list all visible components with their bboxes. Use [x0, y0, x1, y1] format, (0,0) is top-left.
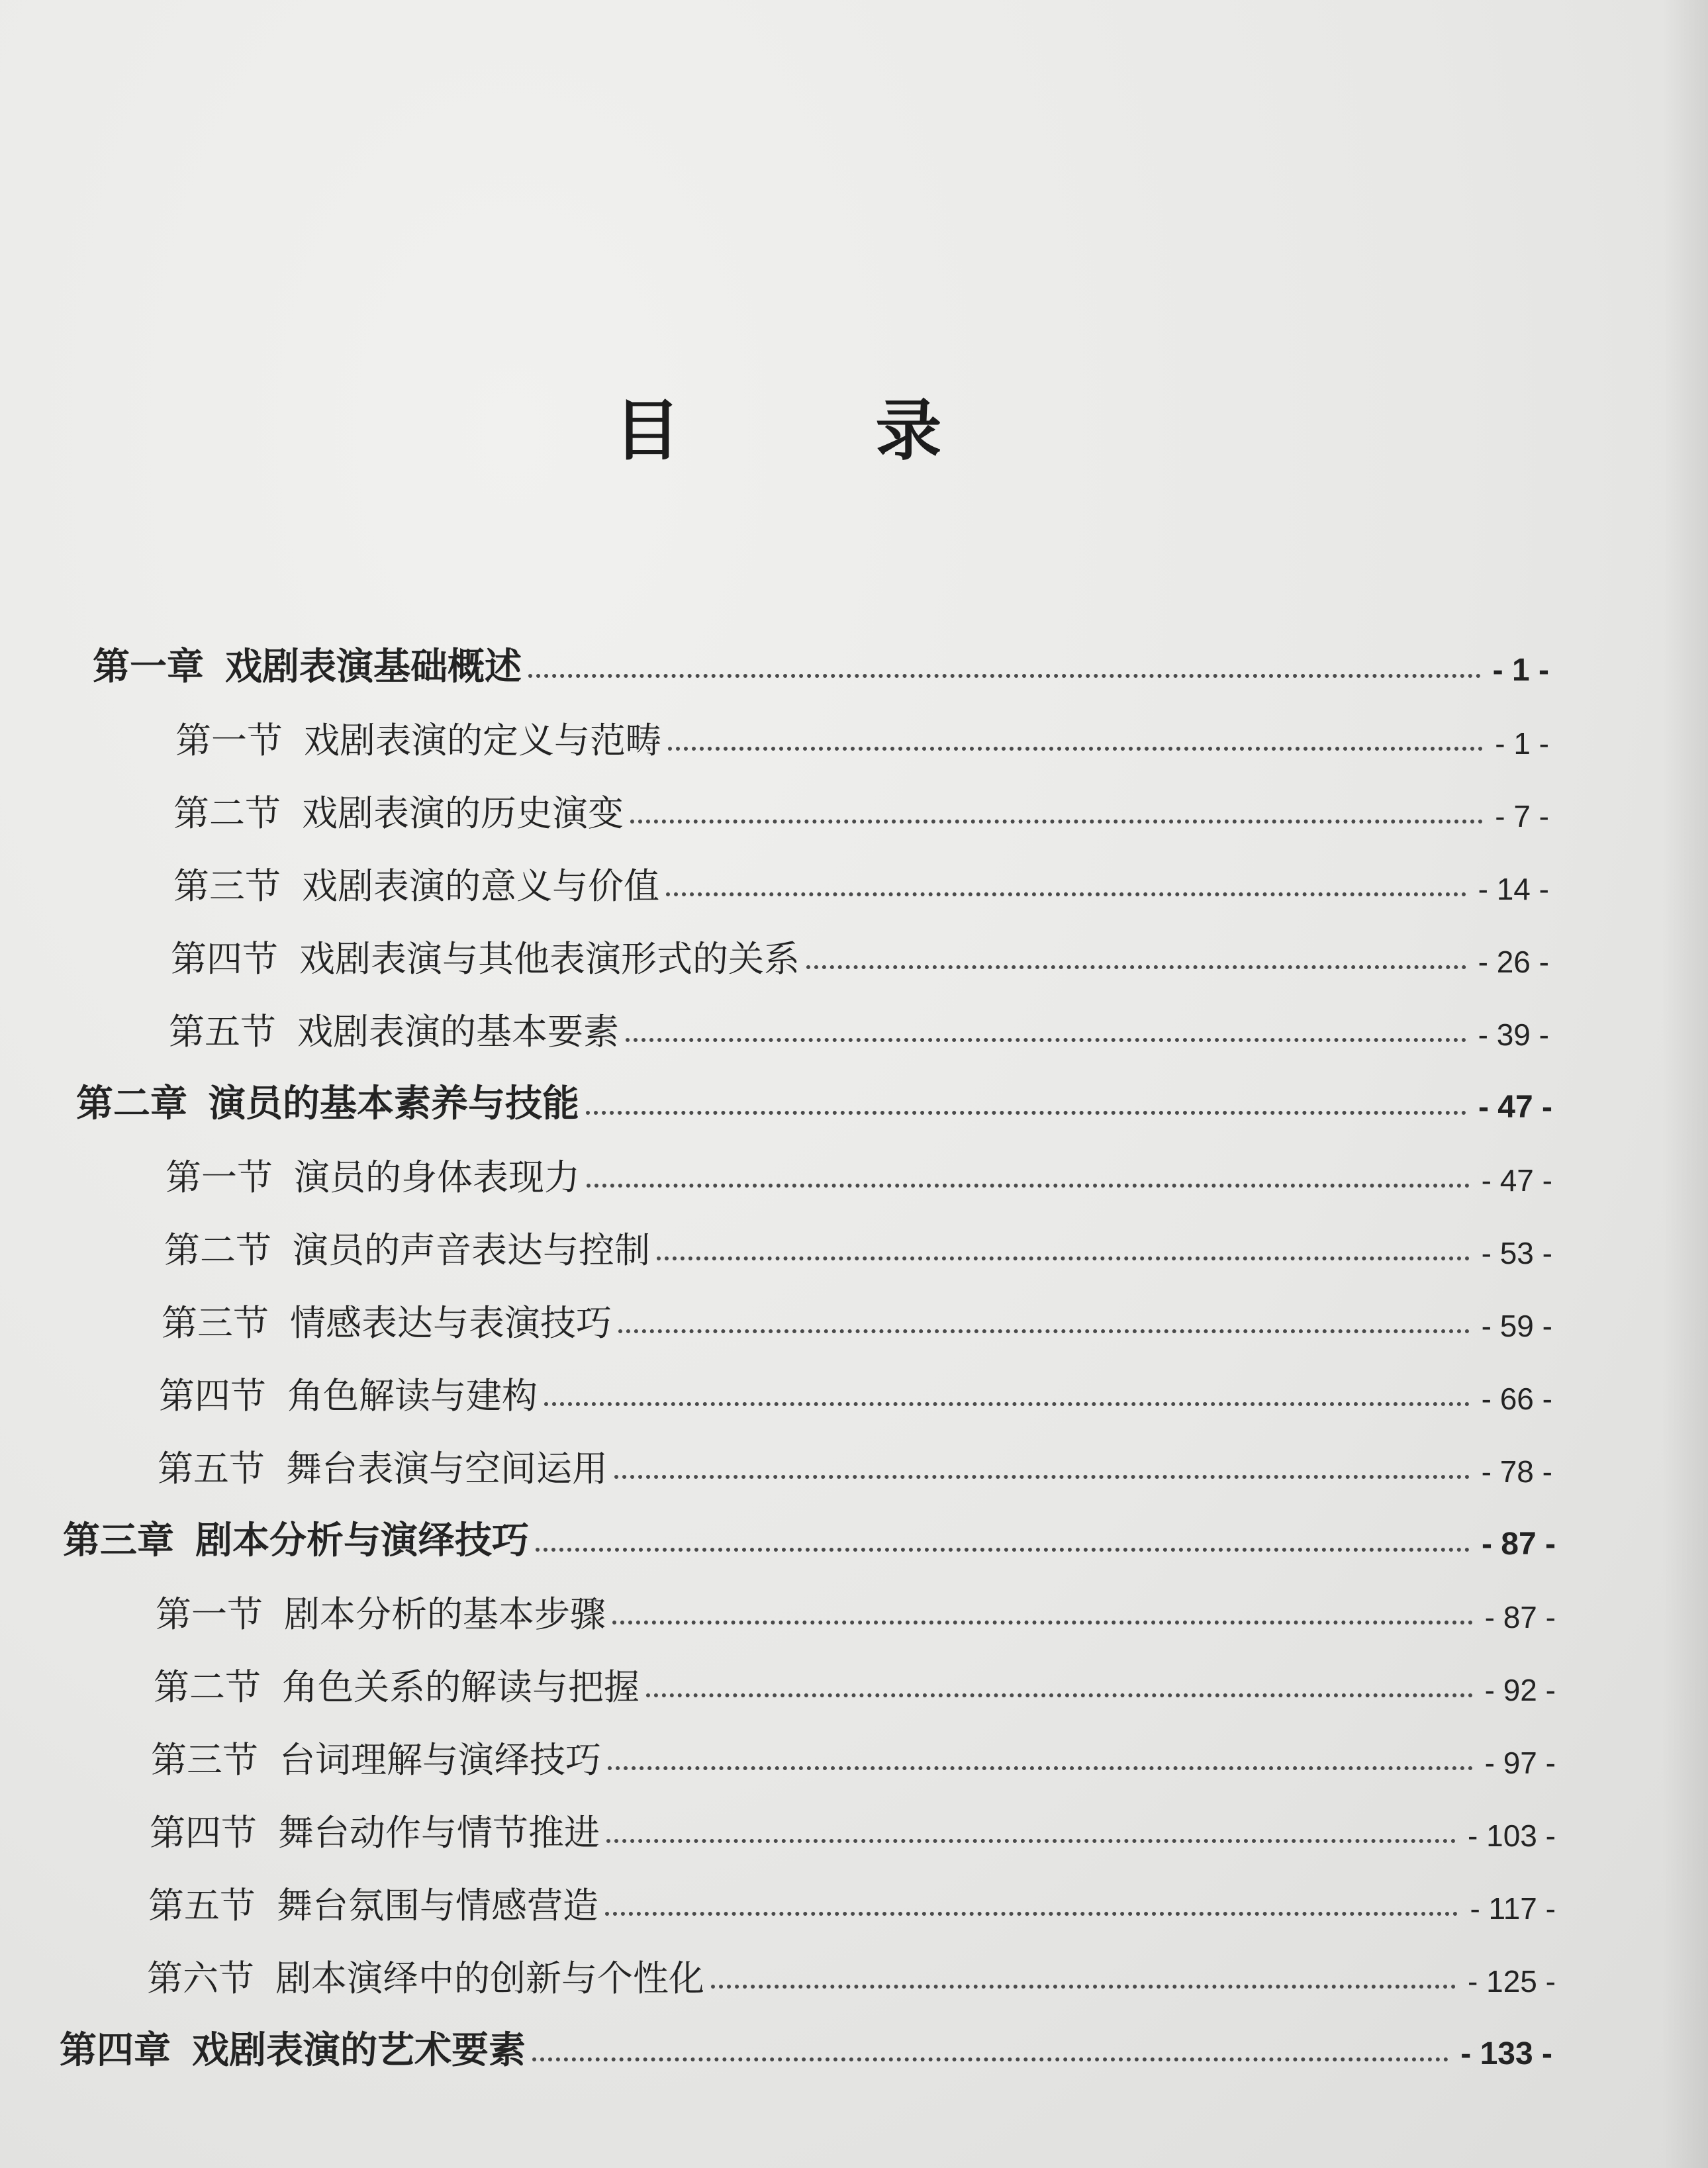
toc-entry-title: 舞台氛围与情感营造 — [277, 1884, 598, 1926]
toc-entry-label — [164, 1230, 657, 1271]
toc-section-row — [0, 980, 1549, 1053]
dot-leader — [626, 1038, 1466, 1042]
toc-section-row — [0, 688, 1549, 761]
toc-entry-number: 第四章 — [60, 2028, 171, 2072]
dot-leader — [587, 1184, 1470, 1188]
toc-page-number: - 47 - — [1478, 1089, 1552, 1125]
toc-page-number: - 97 - — [1484, 1746, 1556, 1781]
toc-entry-title: 演员的身体表现力 — [294, 1156, 580, 1198]
toc-entry-label — [63, 1520, 536, 1562]
toc-page-number: - 87 - — [1481, 1526, 1556, 1562]
toc-entry-number: 第二章 — [76, 1082, 187, 1125]
toc-section-row — [0, 1708, 1556, 1781]
toc-chapter-row — [0, 1999, 1552, 2072]
toc-entry-number: 第一章 — [93, 645, 204, 688]
dot-leader — [606, 1839, 1456, 1843]
toc-chapter-row — [0, 1489, 1556, 1562]
toc-entry-number: 第四节 — [150, 1811, 257, 1854]
toc-entry-label — [169, 1012, 626, 1053]
toc-section-row — [0, 1854, 1556, 1926]
toc-entry-label — [173, 793, 630, 834]
dot-leader — [646, 1693, 1473, 1697]
toc-entry-number: 第五节 — [158, 1447, 265, 1489]
toc-page-number: - 117 - — [1470, 1891, 1556, 1926]
dot-leader — [528, 674, 1481, 678]
toc-entry-title: 戏剧表演与其他表演形式的关系 — [299, 937, 800, 980]
toc-entry-title: 情感表达与表演技巧 — [290, 1301, 612, 1344]
toc-entry-label — [76, 1083, 586, 1125]
toc-chapter-row — [0, 616, 1549, 688]
toc-entry-title: 演员的声音表达与控制 — [293, 1229, 650, 1271]
toc-section-row — [0, 907, 1549, 980]
toc-page-number: - 14 - — [1478, 872, 1549, 907]
toc-page-number: - 92 - — [1484, 1673, 1556, 1708]
dot-leader — [666, 892, 1466, 896]
toc-page-number: - 47 - — [1481, 1163, 1552, 1198]
toc-entry-title: 戏剧表演基础概述 — [225, 645, 522, 688]
toc-entry-number: 第一节 — [156, 1593, 263, 1635]
toc-entry-label — [171, 939, 806, 980]
toc-entry-number: 第二节 — [173, 792, 281, 834]
toc-entry-number: 第四节 — [171, 937, 278, 980]
toc-entry-title: 戏剧表演的意义与价值 — [302, 865, 659, 907]
page-title: 目 录 — [614, 392, 1028, 469]
dot-leader — [668, 747, 1483, 751]
dot-leader — [630, 820, 1483, 824]
dot-leader — [657, 1256, 1470, 1260]
toc-section-row — [0, 1125, 1552, 1198]
dot-leader — [544, 1402, 1470, 1406]
toc-entry-title: 戏剧表演的基本要素 — [297, 1010, 619, 1053]
toc-entry-title: 舞台表演与空间运用 — [286, 1447, 608, 1489]
toc-entry-number: 第二节 — [154, 1666, 261, 1708]
toc-section-row — [0, 1562, 1556, 1635]
dot-leader — [586, 1111, 1466, 1115]
toc-entry-number: 第三章 — [63, 1519, 174, 1562]
toc-page-number: - 1 - — [1495, 726, 1549, 761]
toc-entry-label — [158, 1448, 614, 1489]
toc-page-number: - 53 - — [1481, 1236, 1552, 1271]
toc-page-number: - 103 - — [1468, 1818, 1556, 1854]
dot-leader — [605, 1912, 1458, 1916]
dot-leader — [612, 1621, 1473, 1625]
toc-page-number: - 78 - — [1481, 1454, 1552, 1489]
dot-leader — [532, 2057, 1448, 2061]
toc-section-row — [0, 1344, 1552, 1417]
toc-entry-label — [173, 866, 666, 907]
toc-chapter-row — [0, 1053, 1552, 1125]
toc-entry-title: 戏剧表演的历史演变 — [302, 792, 624, 834]
toc-entry-label — [150, 1813, 606, 1854]
dot-leader — [536, 1548, 1470, 1552]
toc-page-number: - 7 - — [1495, 799, 1549, 834]
toc-page-number: - 87 - — [1484, 1600, 1556, 1635]
dot-leader — [711, 1985, 1456, 1989]
dot-leader — [614, 1475, 1470, 1479]
toc-entry-number: 第六节 — [147, 1957, 254, 1999]
toc-section-row — [0, 1635, 1556, 1708]
toc-entry-title: 角色关系的解读与把握 — [282, 1666, 640, 1708]
toc-entry-label — [159, 1376, 544, 1417]
toc-entry-label — [154, 1667, 646, 1708]
toc-entry-title: 剧本分析与演绎技巧 — [195, 1519, 529, 1562]
toc-section-row — [0, 1926, 1556, 1999]
toc-section-row — [0, 761, 1549, 834]
toc-entry-title: 戏剧表演的定义与范畴 — [304, 719, 661, 761]
toc-entry-label — [151, 1740, 608, 1781]
toc-section-row — [0, 1198, 1552, 1271]
toc-entry-title: 角色解读与建构 — [287, 1374, 538, 1417]
dot-leader — [618, 1329, 1470, 1333]
toc-section-row — [0, 1271, 1552, 1344]
toc-entry-label — [60, 2030, 532, 2072]
toc-entry-label — [147, 1958, 711, 1999]
toc-page-number: - 59 - — [1481, 1309, 1552, 1344]
table-of-contents — [0, 616, 1708, 2072]
toc-entry-label — [156, 1594, 612, 1635]
toc-entry-label — [175, 720, 668, 761]
toc-section-row — [0, 1781, 1556, 1854]
toc-page-number: - 66 - — [1481, 1382, 1552, 1417]
toc-entry-number: 第四节 — [159, 1374, 266, 1417]
toc-entry-title: 舞台动作与情节推进 — [278, 1811, 600, 1854]
toc-entry-number: 第二节 — [164, 1229, 271, 1271]
toc-entry-number: 第三节 — [173, 865, 281, 907]
toc-page-number: - 26 - — [1478, 945, 1549, 980]
toc-entry-label — [166, 1157, 587, 1198]
toc-entry-number: 第一节 — [166, 1156, 273, 1198]
toc-section-row — [0, 1417, 1552, 1489]
toc-entry-number: 第一节 — [175, 719, 283, 761]
toc-entry-label — [162, 1303, 618, 1344]
toc-entry-number: 第五节 — [169, 1010, 276, 1053]
toc-section-row — [0, 834, 1549, 907]
toc-page-number: - 125 - — [1468, 1964, 1556, 1999]
toc-entry-label — [93, 646, 528, 688]
toc-entry-title: 剧本分析的基本步骤 — [284, 1593, 606, 1635]
dot-leader — [806, 965, 1466, 969]
toc-page-number: - 133 - — [1460, 2036, 1552, 2071]
toc-entry-title: 戏剧表演的艺术要素 — [192, 2028, 526, 2072]
toc-entry-number: 第五节 — [148, 1884, 256, 1926]
toc-entry-label — [148, 1885, 605, 1926]
toc-page-number: - 1 - — [1492, 652, 1549, 688]
toc-entry-number: 第三节 — [162, 1301, 269, 1344]
toc-entry-title: 剧本演绎中的创新与个性化 — [275, 1957, 704, 1999]
toc-entry-title: 台词理解与演绎技巧 — [279, 1738, 601, 1781]
toc-entry-title: 演员的基本素养与技能 — [209, 1082, 579, 1125]
toc-entry-number: 第三节 — [151, 1738, 258, 1781]
dot-leader — [608, 1766, 1473, 1770]
toc-page-number: - 39 - — [1478, 1017, 1549, 1053]
